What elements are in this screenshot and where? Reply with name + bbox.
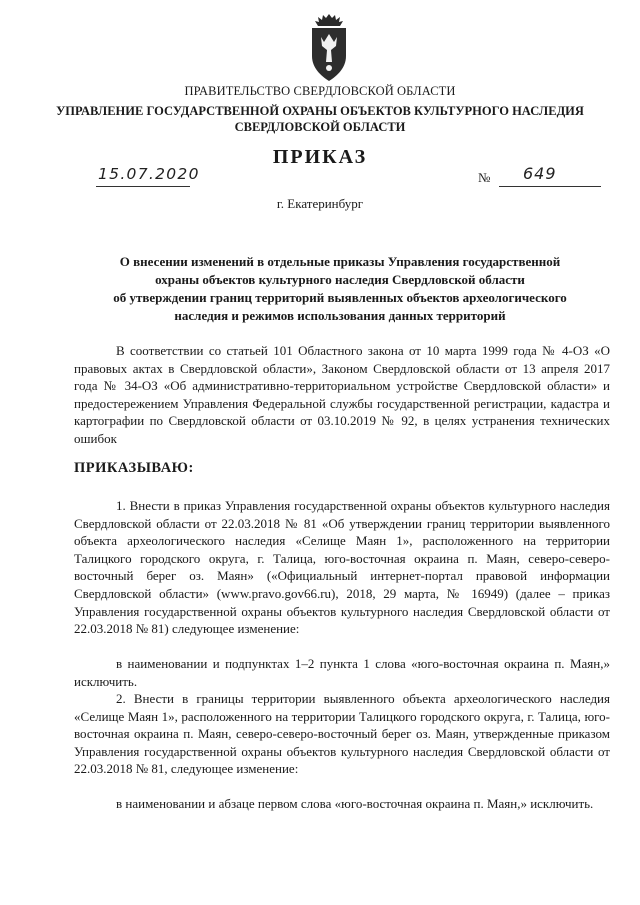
department-line-1: УПРАВЛЕНИЕ ГОСУДАРСТВЕННОЙ ОХРАНЫ ОБЪЕКТОВ КУЛЬТУРНОГО НАСЛЕДИЯ (56, 104, 584, 118)
department-line-2: СВЕРДЛОВСКОЙ ОБЛАСТИ (234, 120, 406, 134)
heading-line-1: О внесении изменений в отдельные приказы Управления государственной (119, 254, 561, 269)
heading-line-3: об утверждении границ территорий выявленных объектов археологического (113, 290, 567, 305)
heading-line-4: наследия и режимов использования данных территорий (174, 308, 506, 323)
city: г. Екатеринбург (276, 196, 364, 211)
handwritten-number: 649 (523, 164, 557, 183)
document-type: ПРИКАЗ (272, 146, 368, 168)
heading-line-2: охраны объектов культурного наследия Свердловской области (155, 272, 525, 287)
number-label: № (478, 170, 491, 185)
government-name: ПРАВИТЕЛЬСТВО СВЕРДЛОВСКОЙ ОБЛАСТИ (184, 84, 456, 98)
document-heading (70, 253, 610, 325)
preamble-paragraph: В соответствии со статьей 101 Областного закона от 10 марта 1999 года № 4-ОЗ «О правовых актах в Свердловской области», Законом Свердловской области от 13 апреля 2017 года № 34-ОЗ «Об административно-территориальном устройстве Свердловской области» и предостережением Управления Федеральной службы государственной регистрации, кадастра и картографии по Свердловской области от 03.10.2019 № 92, в целях устранения технических ошибок (74, 343, 610, 446)
item-1-subparagraph: в наименовании и подпунктах 1–2 пункта 1 слова «юго-восточная окраина п. Маян,» исключить. (74, 656, 610, 689)
department-name (0, 103, 640, 135)
handwritten-date: 15.07.2020 (98, 165, 200, 183)
item-1-paragraph: 1. Внести в приказ Управления государственной охраны объектов культурного наследия Свердловской области от 22.03.2018 № 81 «Об утверждении границ территории выявленного объекта археологического наследия «Селище Маян 1», расположенного на территории Талицкого городского округа, г. Талица, юго-восточная окраина п. Маян, северо-северо-восточный берег оз. Маян» («Официальный интернет-портал правовой информации Свердловской области» (www.pravo.gov66.ru), 2018, 29 марта, № 16949) (далее – приказ Управления государственной охраны объектов культурного наследия Свердловской области от 22.03.2018 № 81) следующее изменение: (74, 498, 610, 637)
coat-of-arms-icon (306, 12, 352, 84)
number-field (499, 164, 601, 187)
date-field (96, 164, 200, 187)
item-2-subparagraph: в наименовании и абзаце первом слова «юго-восточная окраина п. Маян,» исключить. (116, 796, 594, 811)
decree-word: ПРИКАЗЫВАЮ: (74, 460, 194, 476)
item-2-paragraph: 2. Внести в границы территории выявленного объекта археологического наследия «Селище Маян 1», расположенного на территории Талицкого городского округа, г. Талица, юго-восточная окраина п. Маян, северо-северо-восточный берег оз. Маян, утвержденные приказом Управления государственной охраны объектов культурного наследия Свердловской области от 22.03.2018 № 81, следующее изменение: (74, 691, 610, 777)
